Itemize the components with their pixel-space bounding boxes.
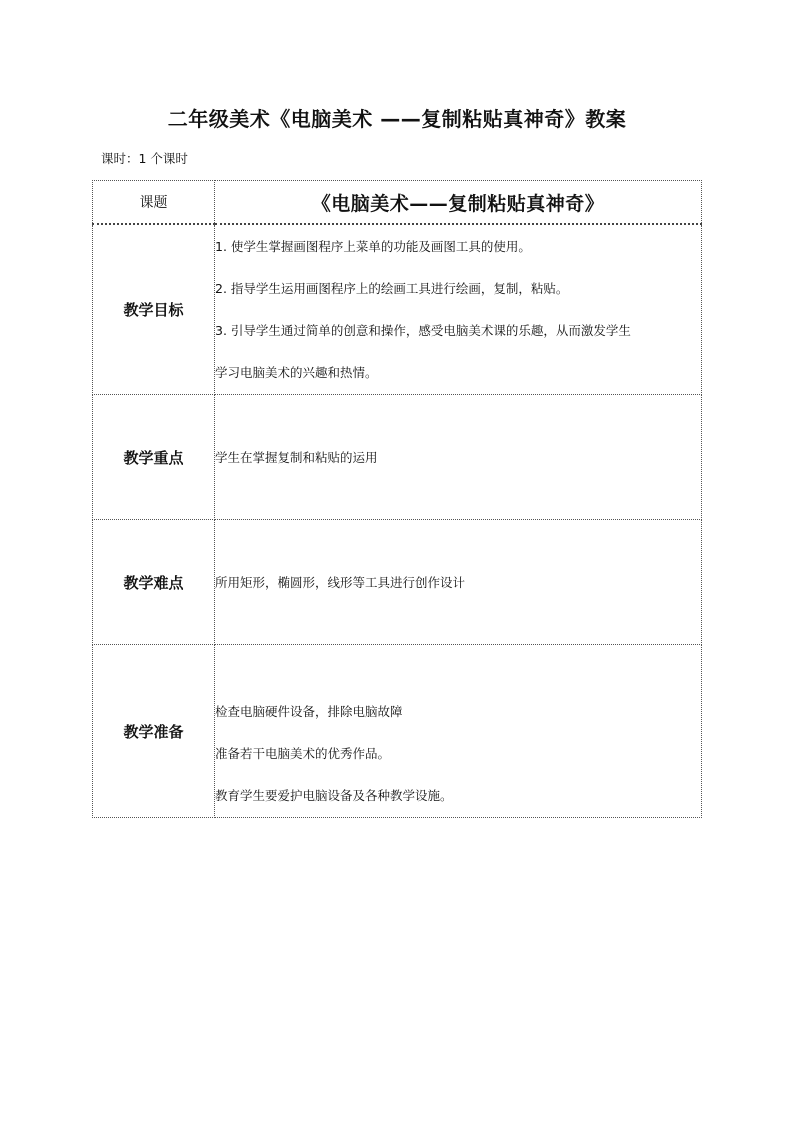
goal-item: 1. 使学生掌握画图程序上菜单的功能及画图工具的使用。 — [215, 238, 531, 254]
preparation-label: 教学准备 — [93, 645, 215, 818]
goal-item: 3. 引导学生通过简单的创意和操作，感受电脑美术课的乐趣，从而激发学生 — [215, 322, 631, 338]
key-points-label: 教学重点 — [93, 395, 215, 520]
preparation-list — [215, 645, 701, 817]
preparation-content — [215, 645, 702, 818]
difficulties-row — [93, 520, 702, 645]
class-duration: 课时：1 个课时 — [101, 151, 188, 166]
topic-value: 《电脑美术——复制粘贴真神奇》 — [215, 181, 702, 225]
difficulties-content — [215, 520, 702, 645]
goals-content — [215, 224, 702, 395]
topic-row — [93, 181, 702, 225]
key-points-row — [93, 395, 702, 520]
key-points-text: 学生在掌握复制和粘贴的运用 — [215, 450, 378, 465]
key-points-content — [215, 395, 702, 520]
difficulties-label: 教学难点 — [93, 520, 215, 645]
document-title: 二年级美术《电脑美术 ——复制粘贴真神奇》教案 — [167, 107, 627, 131]
lesson-plan-table — [92, 180, 702, 818]
preparation-item: 教育学生要爱护电脑设备及各种教学设施。 — [215, 788, 453, 803]
preparation-item: 检查电脑硬件设备，排除电脑故障 — [215, 704, 403, 719]
difficulties-text: 所用矩形，椭圆形，线形等工具进行创作设计 — [215, 575, 466, 590]
goal-item: 学习电脑美术的兴趣和热情。 — [215, 364, 378, 380]
goals-row — [93, 224, 702, 395]
preparation-item: 准备若干电脑美术的优秀作品。 — [215, 746, 391, 761]
goal-item: 2. 指导学生运用画图程序上的绘画工具进行绘画，复制，粘贴。 — [215, 280, 569, 296]
preparation-row — [93, 645, 702, 818]
topic-label: 课题 — [93, 181, 215, 225]
goals-label: 教学目标 — [93, 224, 215, 395]
